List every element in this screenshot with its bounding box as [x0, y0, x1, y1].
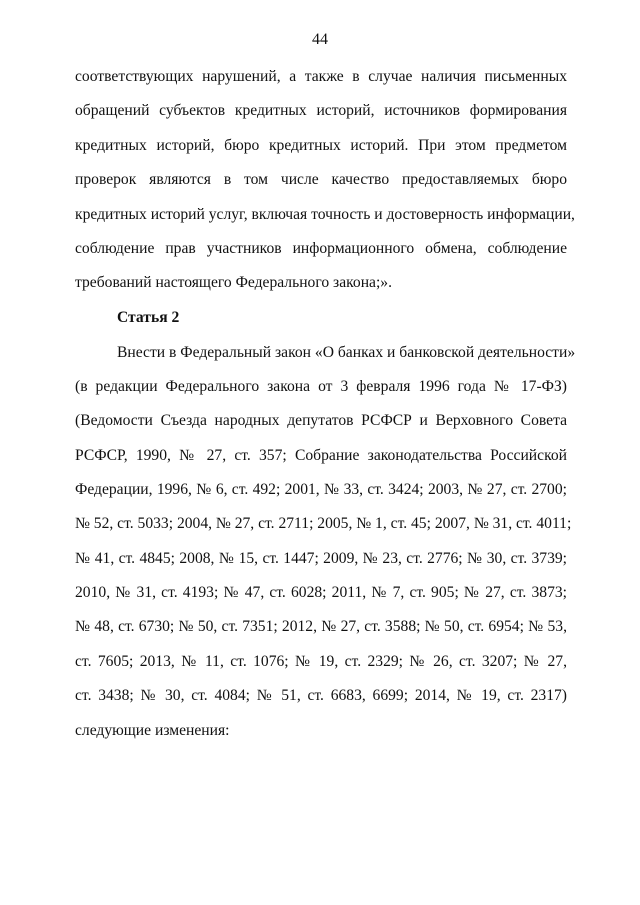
- text-line: обращений субъектов кредитных историй, источников формирования: [75, 102, 567, 119]
- text-line: № 41, ст. 4845; 2008, № 15, ст. 1447; 2009, № 23, ст. 2776; № 30, ст. 3739;: [75, 550, 567, 567]
- text-line: (Ведомости Съезда народных депутатов РСФСР и Верховного Совета: [75, 412, 567, 429]
- text-line: № 52, ст. 5033; 2004, № 27, ст. 2711; 2005, № 1, ст. 45; 2007, № 31, ст. 4011;: [75, 515, 572, 532]
- text-line: проверок являются в том числе качество предоставляемых бюро: [75, 171, 567, 188]
- text-line: ст. 3438; № 30, ст. 4084; № 51, ст. 6683, 6699; 2014, № 19, ст. 2317): [75, 687, 567, 704]
- text-line: следующие изменения:: [75, 722, 230, 739]
- text-line: соблюдение прав участников информационного обмена, соблюдение: [75, 240, 567, 257]
- text-line: Внести в Федеральный закон «О банках и банковской деятельности»: [117, 344, 576, 361]
- page-number: 44: [312, 31, 328, 48]
- text-line: ст. 7605; 2013, № 11, ст. 1076; № 19, ст. 2329; № 26, ст. 3207; № 27,: [75, 653, 567, 670]
- text-line: Федерации, 1996, № 6, ст. 492; 2001, № 33, ст. 3424; 2003, № 27, ст. 2700;: [75, 481, 567, 498]
- text-line: (в редакции Федерального закона от 3 февраля 1996 года № 17-ФЗ): [75, 378, 567, 395]
- article-heading: Статья 2: [117, 309, 180, 326]
- text-line: № 48, ст. 6730; № 50, ст. 7351; 2012, № 27, ст. 3588; № 50, ст. 6954; № 53,: [75, 618, 567, 635]
- text-line: требований настоящего Федерального закона;».: [75, 274, 393, 291]
- text-line: РСФСР, 1990, № 27, ст. 357; Собрание законодательства Российской: [75, 447, 567, 464]
- text-line: 2010, № 31, ст. 4193; № 47, ст. 6028; 2011, № 7, ст. 905; № 27, ст. 3873;: [75, 584, 567, 601]
- text-line: кредитных историй, бюро кредитных историй. При этом предметом: [75, 137, 567, 154]
- text-line: соответствующих нарушений, а также в случае наличия письменных: [75, 68, 567, 85]
- text-line: кредитных историй услуг, включая точность и достоверность информации,: [75, 206, 575, 223]
